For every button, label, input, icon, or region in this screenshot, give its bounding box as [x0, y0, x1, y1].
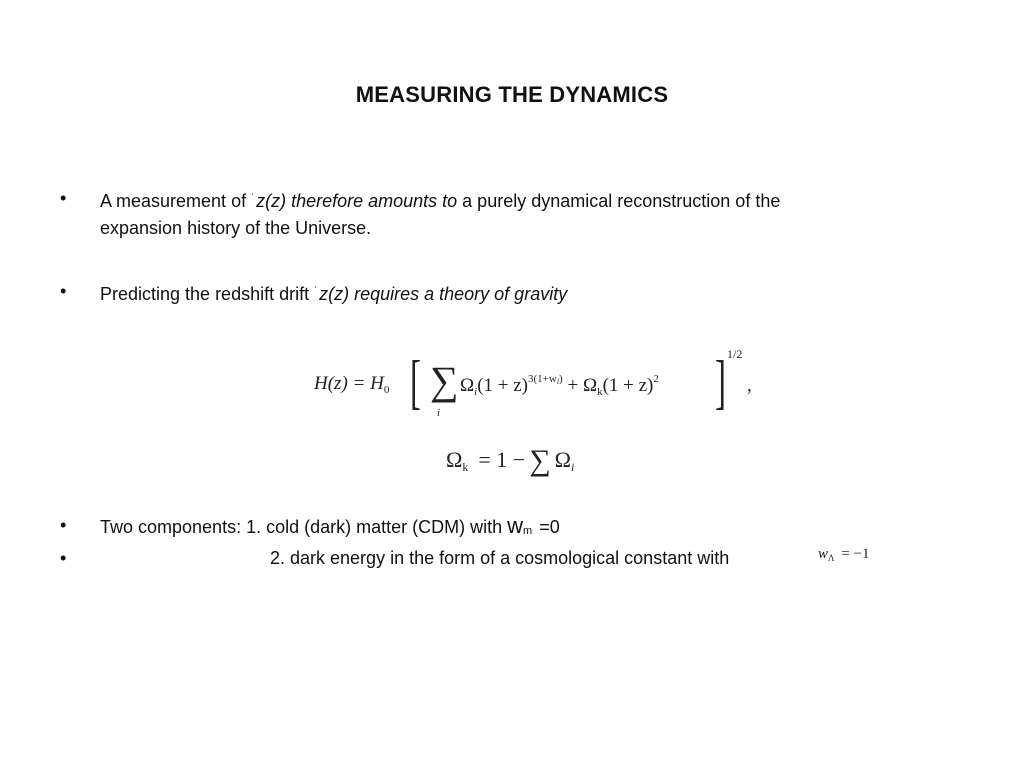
- bullet-text: [100, 185, 940, 242]
- lambda-equation: $w_\Lambda = -1$: [818, 546, 870, 563]
- bullet-text: [100, 545, 940, 572]
- bullet-4-text: 2. dark energy in the form of a cosmological constant with: [270, 548, 730, 568]
- hubble-equation: [310, 345, 770, 430]
- sum-index: i: [437, 407, 441, 419]
- bullet-3-post: =0: [534, 517, 560, 537]
- right-bracket: ]: [715, 349, 726, 415]
- sum-symbol: ∑: [430, 358, 459, 403]
- overdot-mark: ˙: [251, 191, 256, 205]
- bullet-text: [100, 278, 940, 308]
- w-subscript: m: [523, 525, 533, 537]
- equation-comma: ,: [747, 375, 752, 396]
- overdot-mark: ˙: [314, 284, 319, 298]
- bullet-1-post: a purely dynamical reconstruction of the: [457, 191, 781, 211]
- equation-lhs: $H(z) = H_0$: [314, 373, 390, 396]
- slide-title: MEASURING THE DYNAMICS: [355, 82, 669, 107]
- bullet-2-italic: z(z) requires a theory of gravity: [319, 284, 568, 304]
- bullet-2-pre: Predicting the redshift drift: [100, 284, 315, 304]
- bullet-3-pre: Two components: 1. cold (dark) matter (CDM) with: [100, 517, 508, 537]
- outer-exponent: 1/2: [727, 347, 743, 361]
- curvature-equation: $\Omega_k = 1$ − ∑ $\Omega_i$: [446, 444, 575, 477]
- bullet-marker: •: [60, 188, 67, 208]
- bullet-marker: •: [60, 281, 67, 301]
- bullet-1-italic: z(z) therefore amounts to: [256, 191, 458, 211]
- bullet-1-line2: expansion history of the Universe.: [100, 218, 372, 238]
- bullet-marker: •: [60, 515, 67, 535]
- bullet-marker: •: [60, 548, 67, 568]
- left-bracket: [: [410, 349, 421, 415]
- bullet-1-pre: A measurement of: [100, 191, 252, 211]
- equation-terms: $\Omega_i(1 + z)^{3(1+wi)} + \Omega_k(1 + z)^2$: [460, 373, 659, 398]
- bullet-text: [100, 512, 940, 545]
- w-symbol: w: [507, 513, 524, 538]
